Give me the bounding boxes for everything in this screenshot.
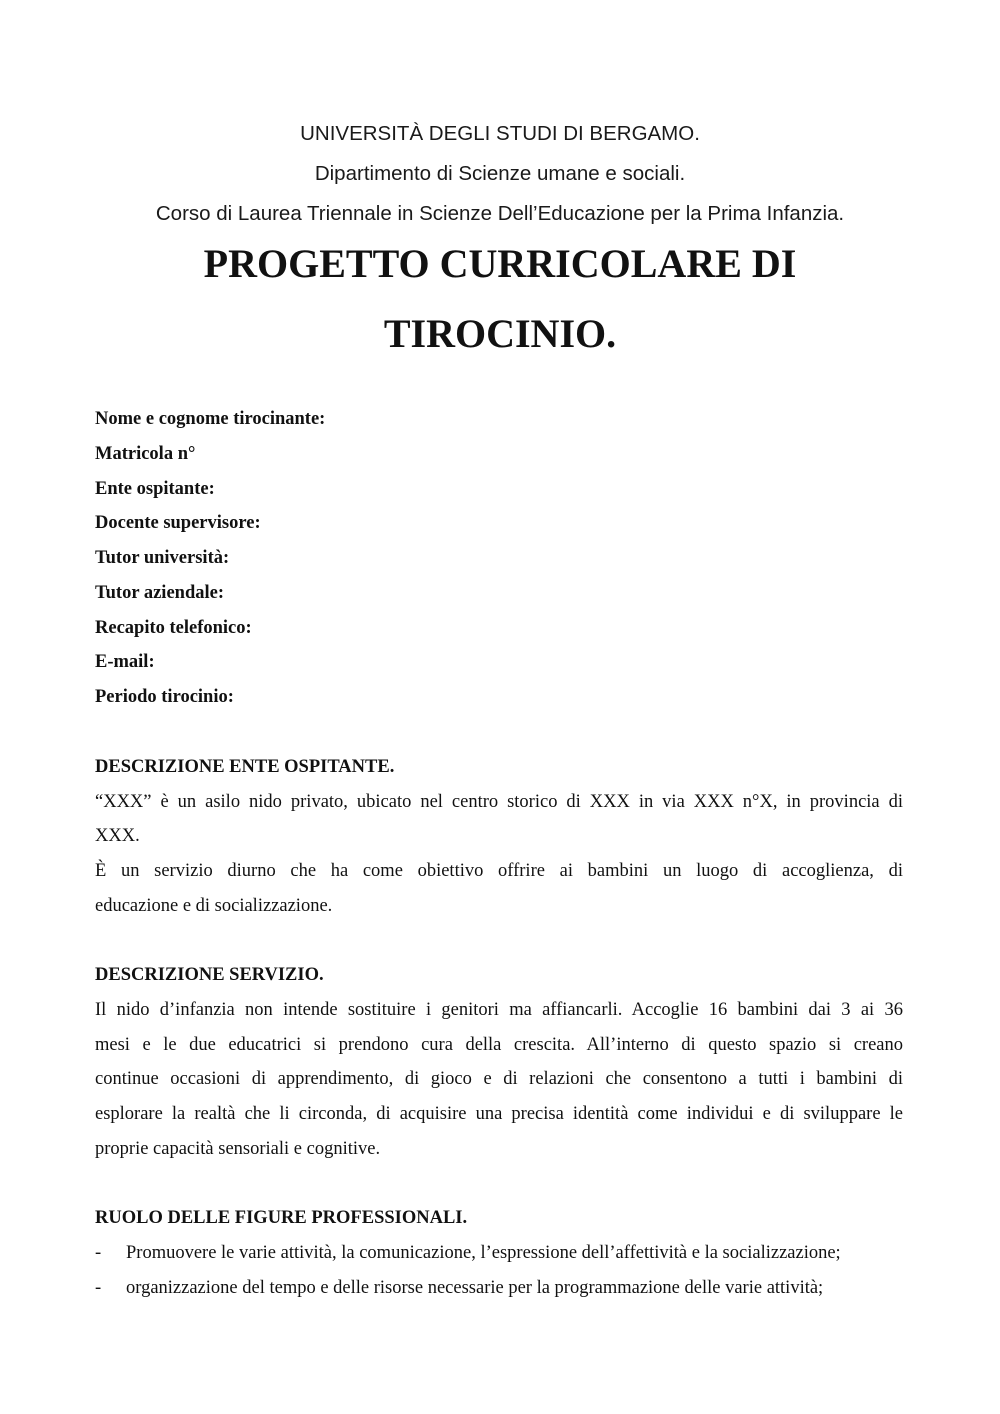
department-name: Dipartimento di Scienze umane e sociali.	[314, 162, 686, 185]
section-heading-servizio: DESCRIZIONE SERVIZIO.	[95, 965, 324, 985]
field-email: E-mail:	[95, 652, 155, 672]
paragraph-line: Il nido d’infanzia non intende sostituire i genitori ma affiancarli. Accoglie 16 bambini dai 3 ai 36	[95, 1000, 903, 1020]
bullet-item: organizzazione del tempo e delle risorse necessarie per la programmazione delle varie attività;	[126, 1278, 824, 1298]
paragraph-line: “XXX” è un asilo nido privato, ubicato nel centro storico di XXX in via XXX n°X, in provincia di	[95, 792, 903, 812]
field-tutor-universita: Tutor università:	[95, 548, 230, 568]
field-periodo-tirocinio: Periodo tirocinio:	[95, 687, 234, 707]
field-nome-cognome: Nome e cognome tirocinante:	[95, 409, 326, 429]
section-heading-ruolo: RUOLO DELLE FIGURE PROFESSIONALI.	[95, 1208, 468, 1228]
paragraph-line: continue occasioni di apprendimento, di gioco e di relazioni che consentono a tutti i bambini di	[95, 1069, 903, 1089]
paragraph-line: È un servizio diurno che ha come obiettivo offrire ai bambini un luogo di accoglienza, di	[95, 861, 903, 881]
paragraph-line: XXX.	[95, 826, 140, 846]
bullet-item: Promuovere le varie attività, la comunicazione, l’espressione dell’affettività e la socializzazione;	[126, 1243, 841, 1263]
section-heading-ente: DESCRIZIONE ENTE OSPITANTE.	[95, 757, 395, 777]
paragraph-line: educazione e di socializzazione.	[95, 896, 333, 916]
field-ente-ospitante: Ente ospitante:	[95, 479, 215, 499]
field-tutor-aziendale: Tutor aziendale:	[95, 583, 224, 603]
course-name: Corso di Laurea Triennale in Scienze Dell’Educazione per la Prima Infanzia.	[155, 202, 845, 225]
field-recapito-telefonico: Recapito telefonico:	[95, 618, 252, 638]
university-name: UNIVERSITÀ DEGLI STUDI DI BERGAMO.	[300, 122, 700, 145]
paragraph-line: esplorare la realtà che li circonda, di acquisire una precisa identità come individui e di sviluppare le	[95, 1104, 903, 1124]
document-title-line-1: PROGETTO CURRICOLARE DI	[203, 241, 797, 286]
field-matricola: Matricola n°	[95, 444, 196, 464]
field-docente-supervisore: Docente supervisore:	[95, 513, 261, 533]
bullet-marker: -	[95, 1243, 102, 1263]
bullet-marker: -	[95, 1278, 102, 1298]
paragraph-line: proprie capacità sensoriali e cognitive.	[95, 1139, 381, 1159]
document-title-line-2: TIROCINIO.	[383, 311, 617, 356]
paragraph-line: mesi e le due educatrici si prendono cura della crescita. All’interno di questo spazio si creano	[95, 1035, 903, 1055]
